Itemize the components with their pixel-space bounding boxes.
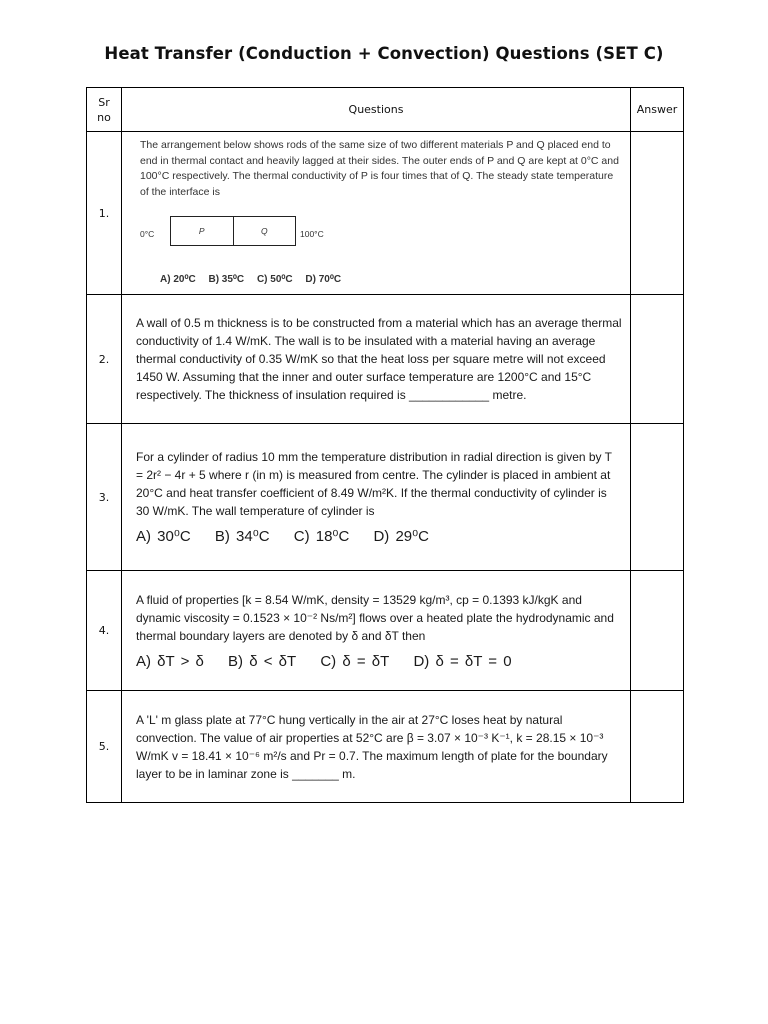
option-d: D) 29⁰C (373, 528, 429, 545)
question-cell (122, 424, 631, 571)
rod-diagram (140, 210, 622, 258)
answer-cell (631, 295, 684, 424)
answer-cell (631, 132, 684, 295)
question-text: The arrangement below shows rods of the same size of two different materials P and Q placed end to end in thermal contact and heavily lagged at their sides. The outer ends of P and Q are kept at 0°C and 100°C respectively. The thermal conductivity of P is four times that of Q. The steady state temperature of the interface is (140, 139, 619, 198)
answer-header: Answer (631, 88, 684, 132)
right-temperature-label: 100°C (300, 229, 324, 240)
option-a: A) 30⁰C (136, 528, 191, 545)
rod-q: Q (260, 225, 268, 236)
question-row (87, 424, 684, 571)
option-c: C) 50⁰C (256, 274, 293, 286)
answer-cell (631, 424, 684, 571)
answer-cell (631, 571, 684, 691)
question-text: A fluid of properties [k = 8.54 W/mK, density = 13529 kg/m³, cp = 0.1393 kJ/kgK and dynamic viscosity = 0.1523 × 10⁻² Ns/m²] flows over a heated plate the hydrodynamic and thermal boundary layers are denoted by δ and δT then (136, 592, 614, 643)
question-number: 1. (87, 132, 122, 295)
question-text: A wall of 0.5 m thickness is to be constructed from a material which has an average thermal conductivity of 1.4 W/mK. The wall is to be insulated with a material having an average thermal conductivity of 0.35 W/mK so that the heat loss per square metre will not exceed 1450 W. Assuming that the inner and outer surface temperature are 1200°C and 15°C respectively. The thickness of insulation required is ____________ metre. (136, 316, 622, 402)
answer-cell (631, 691, 684, 803)
question-cell (122, 295, 631, 424)
question-number: 5. (87, 691, 122, 803)
rod-pair (170, 216, 296, 246)
questions-table (86, 87, 684, 803)
options (122, 653, 630, 671)
question-text: For a cylinder of radius 10 mm the temperature distribution in radial direction is given by T = 2r² − 4r + 5 where r (in m) is measured from centre. The cylinder is placed in ambient at 20°C and heat transfer coefficient of 8.49 W/m²K. If the thermal conductivity of cylinder is 30 W/mK. The wall temperature of cylinder is (136, 450, 612, 518)
options (122, 528, 630, 546)
rod-p: P (171, 217, 234, 245)
question-row (87, 571, 684, 691)
header-row (87, 88, 684, 132)
questions-header: Questions (122, 88, 631, 132)
options (160, 272, 622, 288)
option-c: C) 18⁰C (293, 528, 350, 545)
question-number: 3. (87, 424, 122, 571)
option-d: D) δ = δT = 0 (413, 652, 512, 670)
option-b: B) 35⁰C (208, 274, 245, 286)
question-cell (122, 132, 631, 295)
option-b: B) 34⁰C (214, 528, 270, 545)
question-number: 2. (87, 295, 122, 424)
question-text: A 'L' m glass plate at 77°C hung vertically in the air at 27°C loses heat by natural convection. The value of air properties at 52°C are β = 3.07 × 10⁻³ K⁻¹, k = 28.15 × 10⁻³ W/mK v = 18.41 × 10⁻⁶ m²/s and Pr = 0.7. The maximum length of plate for the boundary layer to be in laminar zone is _______ m. (136, 712, 608, 781)
option-a: A) 20⁰C (160, 274, 196, 286)
question-cell (122, 691, 631, 803)
question-cell (122, 571, 631, 691)
left-temperature-label: 0°C (140, 229, 155, 240)
question-number: 4. (87, 571, 122, 691)
option-d: D) 70⁰C (305, 274, 342, 286)
sr-no-header: Sr no (87, 88, 122, 132)
option-c: C) δ = δT (320, 652, 390, 670)
question-row (87, 691, 684, 803)
option-a: A) δT > δ (136, 652, 204, 670)
question-row (87, 295, 684, 424)
option-b: B) δ < δT (228, 652, 297, 670)
question-row (87, 132, 684, 295)
page-title: Heat Transfer (Conduction + Convection) Questions (SET C) (104, 44, 664, 63)
